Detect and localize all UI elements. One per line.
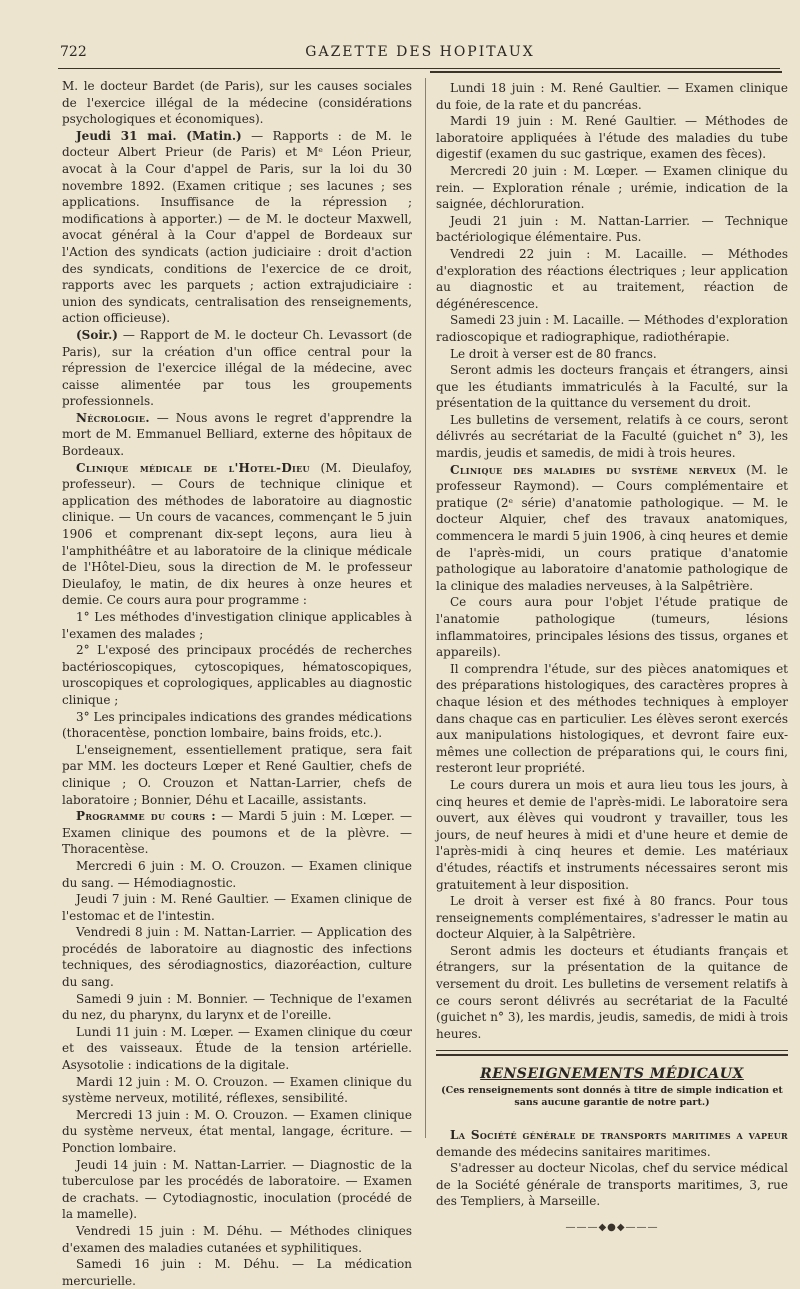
- paragraph-text: demande des médecins sanitaires maritimes.: [436, 1144, 711, 1159]
- paragraph: Le droit à verser est de 80 francs.: [450, 346, 657, 361]
- paragraph: M. le docteur Bardet (de Paris), sur les causes sociales de l'exercice illégal de la médecine (considérations psychologiques et économiques).: [62, 79, 412, 127]
- paragraph: L'enseignement, essentiellement pratique, sera fait par MM. les docteurs Lœper et René Gaultier, chefs de clinique ; O. Crouzon et Nattan-Larrier, chefs de laboratoire ; Bonnier, Déhu et Lacaille, assistants.: [62, 742, 412, 807]
- paragraph: Il comprendra l'étude, sur des pièces anatomiques et des préparations histologiques, des caractères propres à chaque lésion et des méthodes techniques à employer dans chaque cas en particulier. Les élèves seront exercés aux manipulations histologiques, et devront faire eux-mêmes une collection de préparations qui, le cours fini, resteront leur propriété.: [436, 661, 788, 776]
- paragraph: Lundi 11 juin : M. Lœper. — Examen clinique du cœur et des vaisseaux. Étude de la tension artérielle. Asysotolie : indications de la digitale.: [62, 1024, 412, 1073]
- paragraph-lead: Nécrologie.: [76, 410, 150, 425]
- paragraph-text: (M. le professeur Raymond). — Cours complémentaire et pratique (2ᵉ série) d'anatomie pathologique. — M. le docteur Alquier, chef des travaux anatomiques, commencera le mardi 5 juin 1906, à cinq heures et demie de l'après-midi, un cours pratique d'anatomie pathologique au laboratoire d'anatomie pathologique de la clinique des maladies nerveuses, à la Salpêtrière.: [436, 462, 788, 593]
- left-column: [62, 78, 412, 1289]
- paragraph: Samedi 23 juin : M. Lacaille. — Méthodes d'exploration radioscopique et radiographique, radiothérapie.: [436, 313, 788, 344]
- paragraph: Les bulletins de versement, relatifs à ce cours, seront délivrés au secrétariat de la Faculté (guichet n° 3), les mardis, jeudis et samedis, de midi à trois heures.: [436, 412, 788, 461]
- paragraph: Le droit à verser est fixé à 80 francs. Pour tous renseignements complémentaires, s'adresser le matin au docteur Alquier, à la Salpêtrière.: [436, 894, 788, 942]
- paragraph: Mardi 12 juin : M. O. Crouzon. — Examen clinique du système nerveux, motilité, réflexes, sensibilité.: [62, 1074, 412, 1106]
- column-divider: [425, 78, 426, 1138]
- paragraph: [436, 462, 788, 595]
- ornament-divider: ———◆●◆———: [565, 1222, 659, 1233]
- paragraph: Mercredi 13 juin : M. O. Crouzon. — Examen clinique du système nerveux, état mental, langage, écriture. — Ponction lombaire.: [62, 1107, 412, 1155]
- paragraph-lead: (Soir.): [76, 327, 118, 342]
- section-title: RENSEIGNEMENTS MÉDICAUX: [480, 1066, 744, 1083]
- paragraph: [436, 1127, 788, 1160]
- page-number: 722: [60, 44, 87, 60]
- paragraph: S'adresser au docteur Nicolas, chef du service médical de la Société générale de transports maritimes, 3, rue des Templiers, à Marseille.: [436, 1161, 788, 1209]
- paragraph: Ce cours aura pour l'objet l'étude pratique de l'anatomie pathologique (tumeurs, lésions inflammatoires, principales lésions des tissus, organes et appareils).: [436, 595, 788, 660]
- right-column: [436, 80, 788, 1237]
- paragraph: 1° Les méthodes d'investigation clinique applicables à l'examen des malades ;: [62, 610, 412, 641]
- paragraph: Le cours durera un mois et aura lieu tous les jours, à cinq heures et demie de l'après-midi. Le laboratoire sera ouvert, aux élèves qui voudront y travailler, tous les jours, de neuf heures à midi et d'une heure et demie de l'après-midi à cinq heures et demie. Les matériaux d'études, réactifs et instruments nécessaires seront mis gratuitement à leur disposition.: [436, 777, 788, 892]
- paragraph: Jeudi 21 juin : M. Nattan-Larrier. — Technique bactériologique élémentaire. Pus.: [436, 213, 788, 245]
- running-head: [60, 44, 780, 64]
- paragraph: Mercredi 20 juin : M. Lœper. — Examen clinique du rein. — Exploration rénale ; urémie, indication de la saignée, déchloruration.: [436, 163, 788, 212]
- paragraph-text: — Mardi 5 juin : M. Lœper. — Examen clinique des poumons et de la plèvre. — Thoracentèse.: [62, 809, 412, 857]
- paragraph: Vendredi 15 juin : M. Déhu. — Méthodes cliniques d'examen des maladies cutanées et syphilitiques.: [62, 1223, 412, 1255]
- paragraph-text: — Rapport de M. le docteur Ch. Levassort (de Paris), sur la création d'un office central pour la répression de l'exercice illégal de la médecine, avec caisse alimentée par tous les groupements professionnels.: [62, 327, 412, 409]
- paragraph: Vendredi 22 juin : M. Lacaille. — Méthodes d'exploration des réactions électriques ; leur application au diagnostic et au traitement, réaction de dégénérescence.: [436, 246, 788, 311]
- paragraph-text: (M. Dieulafoy, professeur). — Cours de technique clinique et application des méthodes de laboratoire au diagnostic clinique. — Un cours de vacances, commençant le 5 juin 1906 et comprenant dix-sept leçons, aura lieu à l'amphithéâtre et au laboratoire de la clinique médicale de l'Hôtel-Dieu, sous la direction de M. le professeur Dieulafoy, le matin, de dix heures à onze heures et demie. Ce cours aura pour programme :: [62, 460, 413, 608]
- paragraph: Jeudi 14 juin : M. Nattan-Larrier. — Diagnostic de la tuberculose par les procédés de laboratoire. — Examen de crachats. — Cytodiagnostic, inoculation (procédé de la mamelle).: [62, 1157, 412, 1222]
- paragraph: Seront admis les docteurs français et étrangers, ainsi que les étudiants immatriculés à la Faculté, sur la présentation de la quittance du versement du droit.: [436, 363, 788, 411]
- paragraph-lead: La Société générale de transports maritimes a vapeur: [450, 1128, 788, 1143]
- paragraph: Samedi 9 juin : M. Bonnier. — Technique de l'examen du nez, du pharynx, du larynx et de l'oreille.: [62, 991, 412, 1023]
- paragraph: [62, 410, 412, 460]
- section-rule-thick: [436, 1054, 788, 1056]
- section-note: (Ces renseignements sont donnés à titre de simple indication et sans aucune garantie de notre part.): [441, 1085, 783, 1109]
- paragraph: [62, 128, 412, 327]
- paragraph: [62, 460, 412, 609]
- paragraph-lead: Jeudi 31 mai. (Matin.): [76, 128, 242, 143]
- paragraph-lead: Programme du cours :: [76, 809, 216, 824]
- journal-title: GAZETTE DES HOPITAUX: [305, 44, 535, 60]
- section-rule: [436, 1050, 788, 1051]
- paragraph-lead: Clinique des maladies du système nerveux: [450, 462, 737, 477]
- header-rule-thick: [430, 71, 782, 73]
- paragraph-text: — Nous avons le regret d'apprendre la mort de M. Emmanuel Belliard, externe des hôpitaux de Bordeaux.: [62, 410, 412, 459]
- paragraph-text: — Rapports : de M. le docteur Albert Prieur (de Paris) et Mᵉ Léon Prieur, avocat à la Cour d'appel de Paris, sur la loi du 30 novembre 1892. (Examen critique ; ses lacunes ; ses applications. Insuffisance de la répression ; modifications à apporter.) — de M. le docteur Maxwell, avocat général à la Cour d'appel de Bordeaux sur l'Action des syndicats (action judiciaire : droit d'action des syndicats, conditions de l'exercice de ce droit, rapports avec les parquets ; action extrajudiciaire : union des syndicats, centralisation des renseignements, action officieuse).: [62, 128, 412, 326]
- header-rule: [58, 68, 780, 69]
- paragraph: Mercredi 6 juin : M. O. Crouzon. — Examen clinique du sang. — Hémodiagnostic.: [62, 858, 412, 890]
- paragraph: Lundi 18 juin : M. René Gaultier. — Examen clinique du foie, de la rate et du pancréas.: [436, 81, 788, 112]
- paragraph: Seront admis les docteurs et étudiants français et étrangers, sur la présentation de la quitance de versement du droit. Les bulletins de versement relatifs à ce cours seront délivrés au secrétariat de la Faculté (guichet n° 3), les mardis, jeudis, samedis, de midi à trois heures.: [436, 943, 788, 1041]
- paragraph: Mardi 19 juin : M. René Gaultier. — Méthodes de laboratoire appliquées à l'étude des maladies du tube digestif (examen du suc gastrique, examen des fèces).: [436, 114, 788, 162]
- paragraph: [62, 327, 412, 410]
- paragraph-lead: Clinique médicale de l'Hotel-Dieu: [76, 460, 310, 475]
- paragraph: 3° Les principales indications des grandes médications (thoracentèse, ponction lombaire, bains froids, etc.).: [62, 709, 412, 741]
- paragraph: Vendredi 8 juin : M. Nattan-Larrier. — Application des procédés de laboratoire au diagnostic des infections techniques, des sérodiagnostics, diazoréaction, culture du sang.: [62, 925, 412, 990]
- paragraph: Samedi 16 juin : M. Déhu. — La médication mercurielle.: [62, 1257, 412, 1288]
- paragraph: 2° L'exposé des principaux procédés de recherches bactérioscopiques, cytoscopiques, hématoscopiques, uroscopiques et coprologiques, applicables au diagnostic clinique ;: [62, 643, 412, 707]
- paragraph: Jeudi 7 juin : M. René Gaultier. — Examen clinique de l'estomac et de l'intestin.: [62, 892, 412, 923]
- paragraph: [62, 808, 412, 858]
